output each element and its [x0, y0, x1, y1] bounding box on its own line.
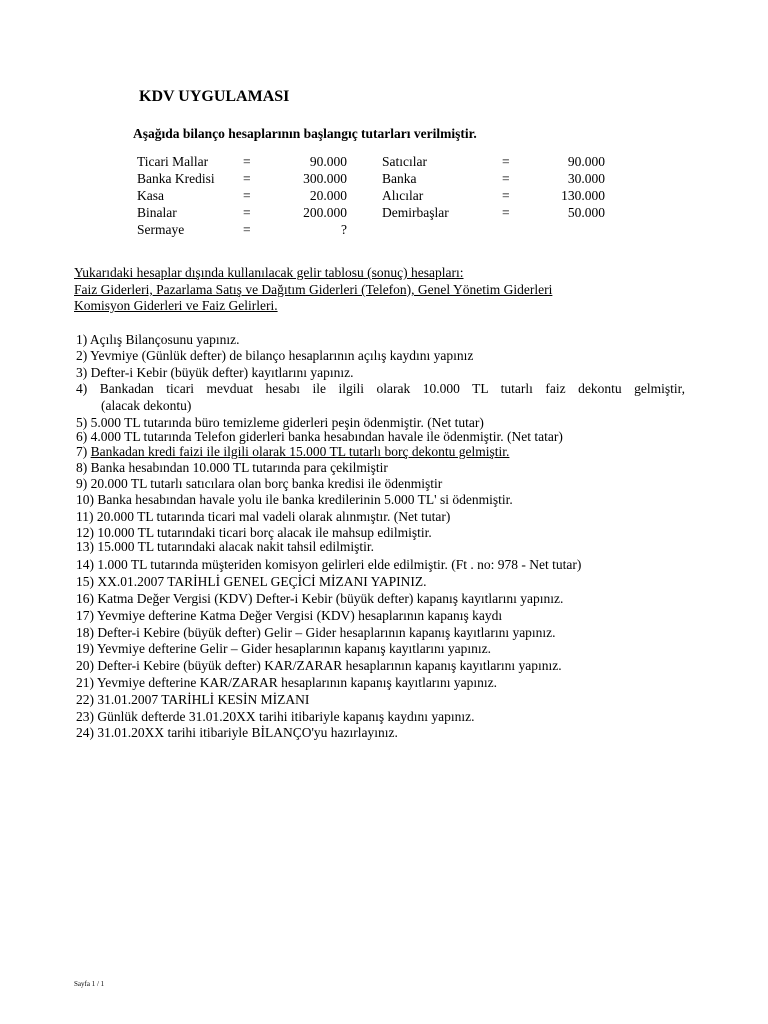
- list-item: 9) 20.000 TL tutarlı satıcılara olan borç banka kredisi ile ödenmiştir: [76, 476, 443, 491]
- document-title: KDV UYGULAMASI: [139, 88, 290, 105]
- item-text-underlined: Bankadan kredi faizi ile ilgili olarak 15.000 TL tutarlı borç dekontu gelmiştir.: [90, 444, 510, 459]
- account-name: Banka Kredisi: [137, 171, 215, 186]
- account-value: 200.000: [303, 205, 347, 220]
- intro-text: Aşağıda bilanço hesaplarının başlangıç tutarları verilmiştir.: [133, 126, 477, 141]
- list-item: 16) Katma Değer Vergisi (KDV) Defter-i Kebir (büyük defter) kapanış kayıtlarını yapınız.: [76, 591, 564, 606]
- list-item: 15) XX.01.2007 TARİHLİ GENEL GEÇİCİ MİZANI YAPINIZ.: [76, 574, 427, 589]
- list-item-continuation: (alacak dekontu): [101, 398, 192, 413]
- list-item: 13) 15.000 TL tutarındaki alacak nakit tahsil edilmiştir.: [76, 539, 375, 554]
- list-item: 23) Günlük defterde 31.01.20XX tarihi itibariyle kapanış kaydını yapınız.: [76, 709, 475, 724]
- account-value: ?: [341, 222, 347, 237]
- list-item: 3) Defter-i Kebir (büyük defter) kayıtlarını yapınız.: [76, 365, 354, 380]
- account-equals: =: [502, 205, 510, 220]
- account-equals: =: [243, 222, 251, 237]
- list-item: 22) 31.01.2007 TARİHLİ KESİN MİZANI: [76, 692, 310, 707]
- list-item: 19) Yevmiye defterine Gelir – Gider hesaplarının kapanış kayıtlarını yapınız.: [76, 641, 492, 656]
- list-item: [76, 444, 509, 460]
- list-item: 21) Yevmiye defterine KAR/ZARAR hesaplarının kapanış kayıtlarını yapınız.: [76, 675, 498, 690]
- item-number: 7): [76, 444, 91, 459]
- list-item: 12) 10.000 TL tutarındaki ticari borç alacak ile mahsup edilmiştir.: [76, 525, 432, 540]
- account-equals: =: [243, 205, 251, 220]
- account-value: 90.000: [567, 154, 605, 169]
- heading-line: Yukarıdaki hesaplar dışında kullanılacak gelir tablosu (sonuç) hesapları:: [74, 265, 464, 280]
- account-value: 20.000: [309, 188, 347, 203]
- list-item: 4) Bankadan ticari mevduat hesabı ile ilgili olarak 10.000 TL tutarlı faiz dekontu gelmiştir,: [76, 381, 685, 396]
- list-item: 2) Yevmiye (Günlük defter) de bilanço hesaplarının açılış kaydını yapınız: [76, 348, 474, 363]
- list-item: 1) Açılış Bilançosunu yapınız.: [76, 332, 240, 347]
- list-item: 6) 4.000 TL tutarında Telefon giderleri banka hesabından havale ile ödenmiştir. (Net tatar): [76, 429, 563, 444]
- account-equals: =: [243, 171, 251, 186]
- account-name: Banka: [382, 171, 417, 186]
- list-item: 11) 20.000 TL tutarında ticari mal vadeli olarak alınmıştır. (Net tutar): [76, 509, 451, 524]
- list-item: 10) Banka hesabından havale yolu ile banka kredilerinin 5.000 TL' si ödenmiştir.: [76, 492, 513, 507]
- account-name: Ticari Mallar: [137, 154, 209, 169]
- account-name: Binalar: [137, 205, 177, 220]
- list-item: 5) 5.000 TL tutarında büro temizleme giderleri peşin ödenmiştir. (Net tutar): [76, 415, 484, 430]
- heading-line: Faiz Giderleri, Pazarlama Satış ve Dağıtım Giderleri (Telefon), Genel Yönetim Giderleri: [74, 282, 553, 297]
- list-item: 18) Defter-i Kebire (büyük defter) Gelir – Gider hesaplarının kapanış kayıtlarını yapınız.: [76, 625, 556, 640]
- account-name: Sermaye: [137, 222, 185, 237]
- heading-line: Komisyon Giderleri ve Faiz Gelirleri.: [74, 298, 278, 313]
- list-item: 14) 1.000 TL tutarında müşteriden komisyon gelirleri elde edilmiştir. (Ft . no: 978 - Net tutar): [76, 557, 582, 572]
- account-equals: =: [502, 171, 510, 186]
- account-equals: =: [502, 188, 510, 203]
- account-value: 130.000: [561, 188, 605, 203]
- list-item: 8) Banka hesabından 10.000 TL tutarında para çekilmiştir: [76, 460, 388, 475]
- account-value: 90.000: [309, 154, 347, 169]
- account-equals: =: [502, 154, 510, 169]
- list-item: 20) Defter-i Kebire (büyük defter) KAR/ZARAR hesaplarının kapanış kayıtlarını yapınız.: [76, 658, 562, 673]
- account-name: Satıcılar: [382, 154, 427, 169]
- account-equals: =: [243, 154, 251, 169]
- account-value: 30.000: [567, 171, 605, 186]
- list-item: 24) 31.01.20XX tarihi itibariyle BİLANÇO'yu hazırlayınız.: [76, 725, 398, 740]
- list-item: 17) Yevmiye defterine Katma Değer Vergisi (KDV) hesaplarının kapanış kaydı: [76, 608, 503, 623]
- account-name: Alıcılar: [382, 188, 424, 203]
- account-value: 300.000: [303, 171, 347, 186]
- account-equals: =: [243, 188, 251, 203]
- account-value: 50.000: [567, 205, 605, 220]
- account-name: Demirbaşlar: [382, 205, 449, 220]
- account-name: Kasa: [137, 188, 164, 203]
- page-number: Sayfa 1 / 1: [74, 980, 105, 988]
